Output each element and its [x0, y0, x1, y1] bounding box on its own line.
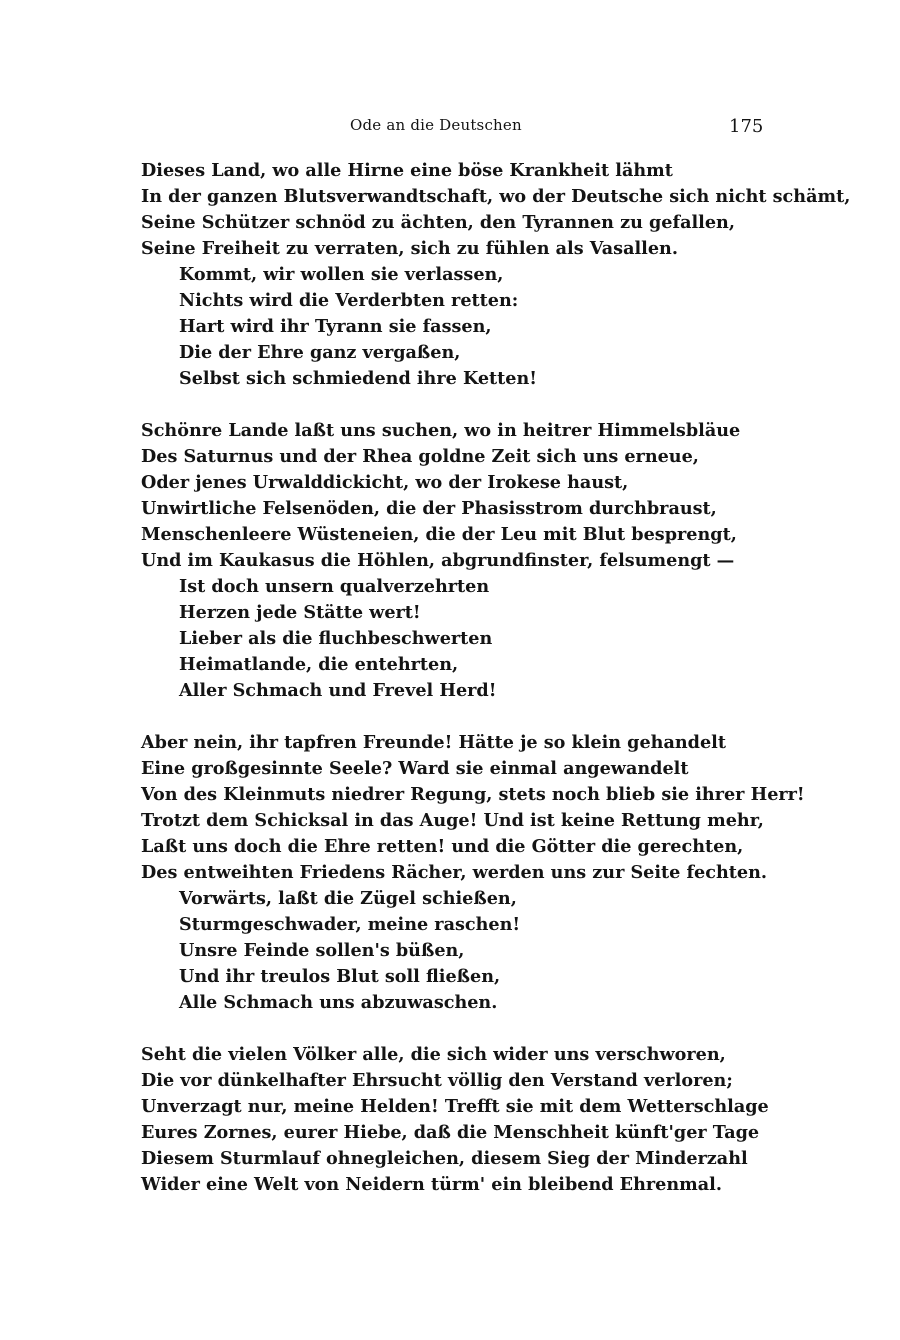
verse-line: Die vor dünkelhafter Ehrsucht völlig den Verstand verloren;	[141, 1070, 733, 1091]
verse-line-indented: Unsre Feinde sollen's büßen,	[179, 940, 465, 961]
verse-line: Eine großgesinnte Seele? Ward sie einmal angewandelt	[141, 758, 689, 779]
verse-line: Und im Kaukasus die Höhlen, abgrundfinster, felsumengt —	[141, 550, 735, 571]
verse-line: In der ganzen Blutsverwandtschaft, wo der Deutsche sich nicht schämt,	[141, 186, 851, 207]
verse-line-indented: Sturmgeschwader, meine raschen!	[179, 914, 521, 935]
verse-line: Des Saturnus und der Rhea goldne Zeit sich uns erneue,	[141, 446, 699, 467]
verse-line-indented: Vorwärts, laßt die Zügel schießen,	[179, 888, 517, 909]
verse-line-indented: Selbst sich schmiedend ihre Ketten!	[179, 368, 538, 389]
verse-line: Schönre Lande laßt uns suchen, wo in heitrer Himmelsbläue	[141, 420, 741, 441]
verse-line: Des entweihten Friedens Rächer, werden uns zur Seite fechten.	[141, 862, 767, 883]
page-number: 175	[729, 116, 764, 137]
verse-line: Menschenleere Wüsteneien, die der Leu mit Blut besprengt,	[141, 524, 737, 545]
verse-line-indented: Die der Ehre ganz vergaßen,	[179, 342, 461, 363]
verse-line-indented: Ist doch unsern qualverzehrten	[179, 576, 490, 597]
verse-line: Dieses Land, wo alle Hirne eine böse Krankheit lähmt	[141, 160, 673, 181]
poem-body	[141, 158, 851, 1224]
verse-line: Unwirtliche Felsenöden, die der Phasisstrom durchbraust,	[141, 498, 717, 519]
verse-line-indented: Herzen jede Stätte wert!	[179, 602, 421, 623]
verse-line: Laßt uns doch die Ehre retten! und die Götter die gerechten,	[141, 836, 744, 857]
verse-line-indented: Hart wird ihr Tyrann sie fassen,	[179, 316, 492, 337]
verse-line: Seine Freiheit zu verraten, sich zu fühlen als Vasallen.	[141, 238, 678, 259]
verse-line: Eures Zornes, eurer Hiebe, daß die Menschheit künft'ger Tage	[141, 1122, 760, 1143]
stanza-2	[141, 418, 781, 704]
verse-line-indented: Nichts wird die Verderbten retten:	[179, 290, 519, 311]
verse-line-indented: Heimatlande, die entehrten,	[179, 654, 459, 675]
verse-line: Von des Kleinmuts niedrer Regung, stets noch blieb sie ihrer Herr!	[141, 784, 805, 805]
verse-line-indented: Lieber als die fluchbeschwerten	[179, 628, 493, 649]
verse-line: Trotzt dem Schicksal in das Auge! Und ist keine Rettung mehr,	[141, 810, 764, 831]
verse-line: Aber nein, ihr tapfren Freunde! Hätte je so klein gehandelt	[141, 732, 726, 753]
verse-line-indented: Und ihr treulos Blut soll fließen,	[179, 966, 501, 987]
verse-line-indented: Alle Schmach uns abzuwaschen.	[179, 992, 498, 1013]
verse-line-indented: Kommt, wir wollen sie verlassen,	[179, 264, 504, 285]
verse-line: Wider eine Welt von Neidern türm' ein bleibend Ehrenmal.	[141, 1174, 722, 1195]
verse-line: Seine Schützer schnöd zu ächten, den Tyrannen zu gefallen,	[141, 212, 735, 233]
running-title: Ode an die Deutschen	[350, 116, 522, 134]
verse-line: Unverzagt nur, meine Helden! Trefft sie mit dem Wetterschlage	[141, 1096, 769, 1117]
stanza-1	[141, 158, 851, 392]
verse-line: Oder jenes Urwalddickicht, wo der Irokese haust,	[141, 472, 629, 493]
stanza-3	[141, 730, 805, 1016]
verse-line: Diesem Sturmlauf ohnegleichen, diesem Sieg der Minderzahl	[141, 1148, 748, 1169]
verse-line-indented: Aller Schmach und Frevel Herd!	[179, 680, 497, 701]
stanza-4	[141, 1042, 781, 1198]
verse-line: Seht die vielen Völker alle, die sich wider uns verschworen,	[141, 1044, 726, 1065]
